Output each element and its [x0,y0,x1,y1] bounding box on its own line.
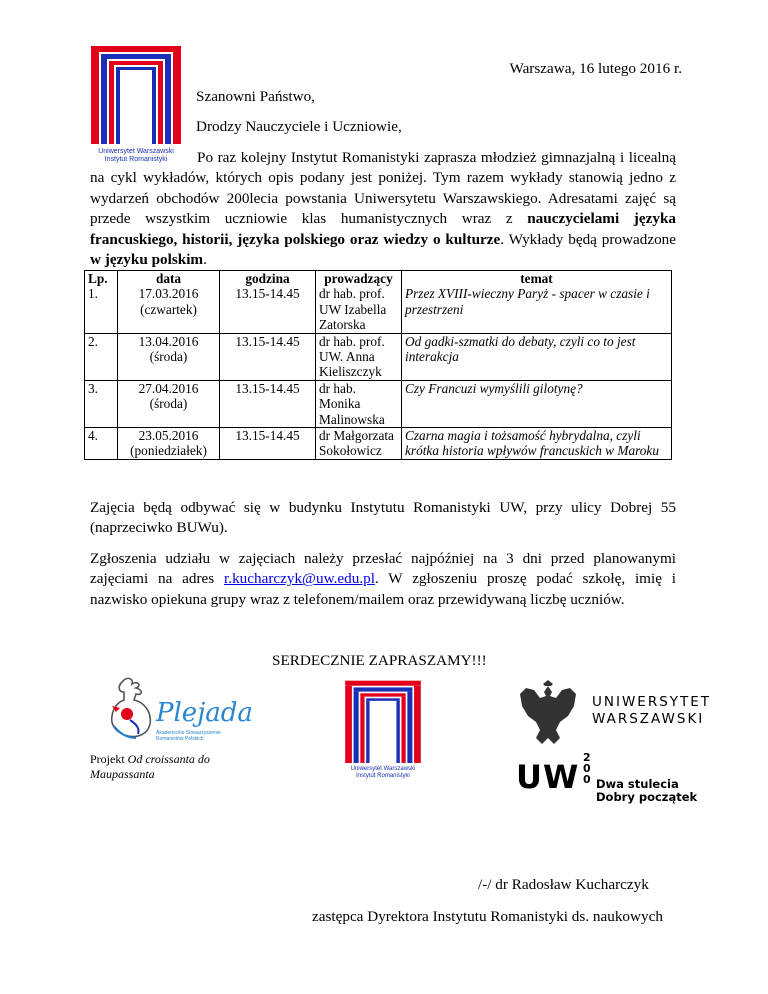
row-3-lp: 3. [85,380,118,427]
rooster-icon [100,676,160,742]
uw-eagle-icon [516,680,580,748]
row-4-lp: 4. [85,428,118,460]
table-header-row [85,271,672,334]
row-1-date: 17.03.2016 [138,286,199,302]
plejada-wordmark: Plejada [156,698,253,728]
invitation-heading: SERDECZNIE ZAPRASZAMY!!! [272,652,487,669]
row-2-time: 13.15-14.45 [220,333,316,380]
row-1-topic: Przez XVIII-wieczny Paryż - spacer w czasie i przestrzeni [405,286,650,317]
project-title-2: Maupassanta [90,767,155,781]
plejada-tagline-4: Polskich [184,736,204,742]
row-4-lecturer: dr Małgorzata Sokołowicz [316,428,402,460]
uw-motto-line-2: Dobry początek [596,790,698,804]
registration-text-2: . W zgłoszeniu proszę podać szkołę, imię i nazwisko opiekuna grupy wraz z telefonem/mailem oraz przewidywaną liczbę uczniów. [90,570,676,608]
schedule-table [84,270,672,460]
venue-paragraph: Zajęcia będą odbywać się w budynku Instytutu Romanistyki UW, przy ulicy Dobrej 55 (naprzeciwko BUWu). [90,499,676,537]
salutation-line-1: Szanowni Państwo, [196,88,315,105]
intro-paragraph [90,148,676,270]
row-2-day: (środa) [149,349,188,365]
uw-200-wordmark: UW [516,758,580,796]
header-lecturer: prowadzący dr hab. prof. UW Izabella Zatorska [316,271,402,334]
institute-logo-mark-middle [341,678,425,764]
row-2-date: 13.04.2016 [138,333,199,349]
row-2-lecturer: dr hab. prof. UW. Anna Kieliszczyk [316,333,402,380]
row-1-lp: 1. [88,286,98,302]
letter-date: Warszawa, 16 lutego 2016 r. [509,60,682,77]
row-2-topic: Od gadki-szmatki do debaty, czyli co to jest interakcja [402,333,672,380]
table-row [85,428,672,460]
uw-name-line-1: UNIWERSYTET [592,694,712,710]
registration-text-1: Zgłoszenia udziału w zajęciach należy przesłać najpóźniej na 3 dni przed planowanymi zajęciami na adres [90,550,676,588]
row-3-time: 13.15-14.45 [220,380,316,427]
header-time: godzina 13.15-14.45 [220,271,316,334]
row-1-day: (czwartek) [140,301,197,317]
row-3-topic: Czy Francuzi wymyślili gilotynę? [402,380,672,427]
row-2-lp: 2. [85,333,118,380]
plejada-tagline-2: Romanistów [156,736,184,742]
institute-logo-middle-caption-2: Instytut Romanistyki [356,773,410,779]
row-4-time: 13.15-14.45 [220,428,316,460]
header-topic: temat Przez XVIII-wieczny Paryż - spacer w czasie i przestrzeni [402,271,672,334]
header-lp: Lp. 1. [85,271,118,334]
row-1-time: 13.15-14.45 [235,286,300,302]
intro-bold-1: nauczycielami języka francuskiego, historii, języka polskiego oraz wiedzy o kulturze [90,210,676,248]
uw-200-digits: 200 [583,751,591,786]
institute-logo-caption-2: Instytut Romanistyki [104,156,168,163]
plejada-tagline-3: Stowarzyszenie [185,730,221,736]
institute-logo-middle [341,678,425,782]
row-2-date-cell [118,333,220,380]
intro-bold-2: w języku polskim [90,251,204,269]
row-4-date: 23.05.2016 [138,428,199,444]
project-title-1: Od croissanta do [127,752,210,766]
row-3-date: 27.04.2016 [138,380,199,396]
project-caption [90,752,210,782]
intro-text-3: . [203,251,207,269]
intro-text-1: Po raz kolejny Instytut Romanistyki zaprasza młodzież gimnazjalną i licealną na cykl wykładów, których opis podany jest poniżej. Tym razem wykłady stanowią jedno z wydarzeń obchodów 200lecia powstania Uniwersytetu Warszawskiego. Adresatami zajęć są przede wszystkim uczniowie klas humanistycznych wraz z [90,149,676,228]
row-4-topic: Czarna magia i tożsamość hybrydalna, czyli krótka historia wpływów francuskich w Maroku [402,428,672,460]
header-date: data 17.03.2016 (czwartek) [118,271,220,334]
salutation-line-2: Drodzy Nauczyciele i Uczniowie, [196,118,402,135]
signature-name: /-/ dr Radosław Kucharczyk [478,876,649,893]
registration-paragraph [90,549,676,610]
plejada-logo [100,676,253,748]
row-3-date-cell [118,380,220,427]
uw-name [592,694,711,728]
registration-email-link[interactable]: r.kucharczyk@uw.edu.pl [224,570,375,588]
intro-text-2: . Wykłady będą prowadzone [500,230,676,248]
uw-motto [596,778,697,804]
signature-role: zastępca Dyrektora Instytutu Romanistyki ds. naukowych [312,908,663,925]
institute-logo-middle-caption-1: Uniwersytet Warszawski [350,766,416,772]
uw-motto-line-1: Dwa stulecia [596,777,679,791]
row-1-lecturer: dr hab. prof. UW Izabella Zatorska [319,286,387,333]
row-4-date-cell [118,428,220,460]
row-3-lecturer: dr hab. Monika Malinowska [316,380,402,427]
institute-logo-caption-1: Uniwersytet Warszawski [98,148,174,155]
plejada-tagline-1: Akademickie [156,730,185,736]
row-4-day: (poniedziałek) [130,443,207,459]
table-row [85,380,672,427]
project-prefix: Projekt [90,752,128,766]
table-row [85,333,672,380]
row-3-day: (środa) [149,396,188,412]
uw-name-line-2: WARSZAWSKI [592,711,705,727]
